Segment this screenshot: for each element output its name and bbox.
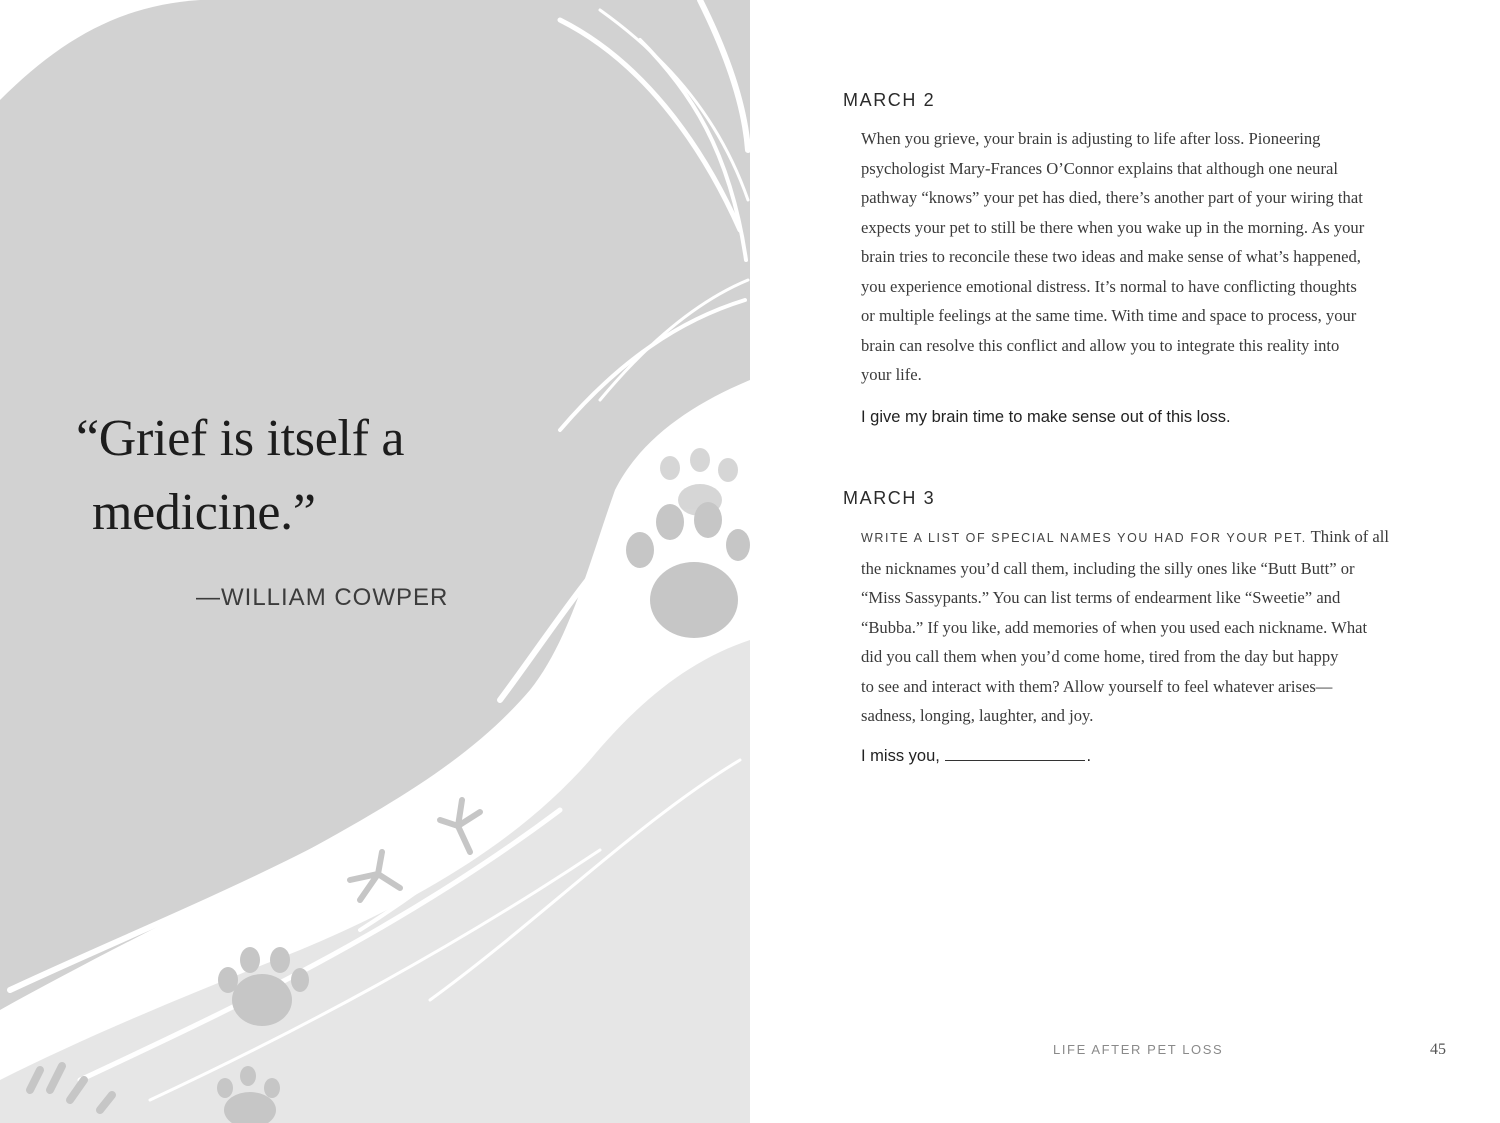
body-line [861,522,1431,554]
body-line: expects your pet to still be there when you wake up in the morning. As your [861,217,1365,237]
quote-line-1: “Grief is itself a [76,410,405,467]
body-line: psychologist Mary-Frances O’Connor explains that although one neural [861,158,1338,178]
entry-body-march-2 [861,124,1431,390]
body-line: brain tries to reconcile these two ideas and make sense of what’s happened, [861,247,1361,266]
body-line: “Miss Sassypants.” You can list terms of endearment like “Sweetie” and [861,588,1341,607]
affirmation-march-2: I give my brain time to make sense out of this loss. [861,408,1231,426]
entry-date-march-2: MARCH 2 [843,90,936,110]
affirmation-march-3 [861,747,1091,766]
running-footer-title: LIFE AFTER PET LOSS [1053,1042,1224,1057]
entry-date-march-3: MARCH 3 [843,488,936,508]
prompt-lead: WRITE A LIST OF SPECIAL NAMES YOU HAD FOR YOUR PET. [861,531,1307,545]
quote-line-2: medicine.” [92,484,316,541]
entry-body-march-3 [861,522,1431,731]
page-number: 45 [1430,1041,1446,1058]
body-line: the nicknames you’d call them, including the silly ones like “Butt Butt” or [861,558,1355,578]
body-line: sadness, longing, laughter, and joy. [861,706,1094,725]
affirmation-prefix: I miss you, [861,747,945,765]
pull-quote [76,402,404,550]
body-line: “Bubba.” If you like, add memories of when you used each nickname. What [861,617,1368,637]
quote-attribution: —WILLIAM COWPER [196,584,449,611]
body-line: brain can resolve this conflict and allow you to integrate this reality into [861,335,1340,355]
body-line-rest: Think of all [1306,527,1390,546]
body-line: pathway “knows” your pet has died, there’s another part of your wiring that [861,188,1363,207]
affirmation-suffix: . [1086,747,1092,765]
fill-in-blank [945,759,1085,761]
body-line: you experience emotional distress. It’s normal to have conflicting thoughts [861,276,1357,296]
body-line: to see and interact with them? Allow yourself to feel whatever arises— [861,676,1333,696]
body-line: did you call them when you’d come home, tired from the day but happy [861,647,1339,666]
body-line: or multiple feelings at the same time. With time and space to process, your [861,306,1357,325]
body-line: When you grieve, your brain is adjusting to life after loss. Pioneering [861,129,1321,148]
right-page [750,0,1500,1123]
body-line: your life. [861,365,922,384]
